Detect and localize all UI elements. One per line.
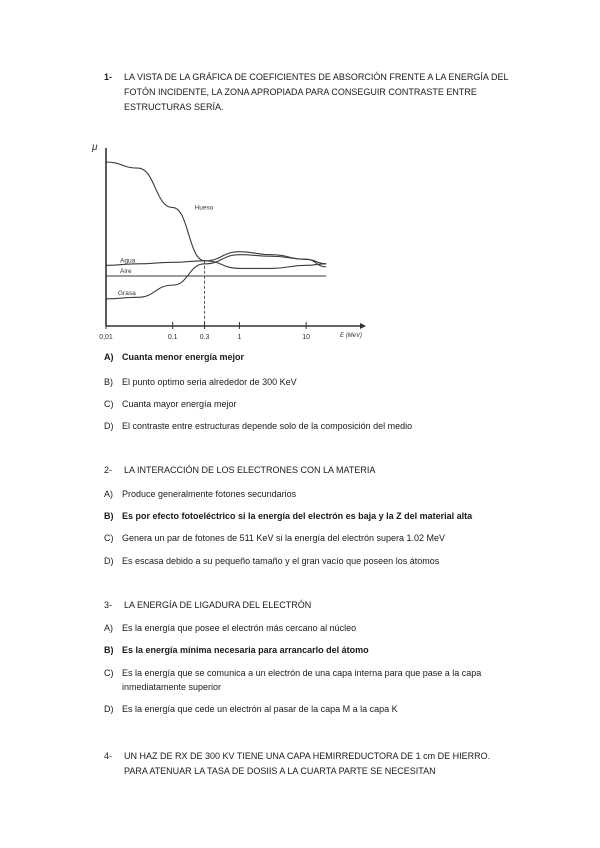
option-text: Cuanta mayor energía mejor (122, 399, 237, 409)
option-letter: A) (104, 623, 113, 633)
option-letter: C) (104, 533, 114, 543)
option-text: El punto optimo seria alrededor de 300 KeV (122, 377, 297, 387)
option-letter: B) (104, 511, 114, 521)
option-text: Es la energía que cede un electrón al pasar de la capa M a la capa K (122, 704, 398, 714)
series-label: Grasa (118, 289, 136, 297)
question-number: 3- (104, 600, 113, 610)
question-text: LA ENERGÍA DE LIGADURA DEL ELECTRÓN (124, 600, 312, 610)
question-number: 2- (104, 465, 113, 475)
option-letter: C) (104, 399, 114, 409)
option-text: Cuanta menor energía mejor (122, 352, 245, 362)
option-letter: A) (104, 352, 114, 362)
absorption-chart (88, 130, 363, 342)
question-text: LA VISTA DE LA GRÁFICA DE COEFICIENTES DE ABSORCIÓN FRENTE A LA ENERGÍA DEL FOTÓN INCIDENTE, LA ZONA APROPIADA PARA CONSEGUIR CONTRASTE ENTRE ESTRUCTURAS SERÍA. (124, 72, 509, 112)
option-text: Es la energía mínima necesaria para arrancarlo del átomo (122, 645, 369, 655)
series-line-hueso (106, 162, 326, 267)
option-text: Es por efecto fotoeléctrico si la energía del electrón es baja y la Z del material alta (122, 511, 473, 521)
x-axis-label: E (MeV) (340, 333, 363, 339)
series-label: Agua (120, 257, 136, 265)
option-letter: D) (104, 556, 114, 566)
y-axis-label: μ (92, 142, 98, 153)
option-letter: B) (104, 377, 113, 387)
option-letter: D) (104, 704, 114, 714)
option-text: Es la energía que se comunica a un electrón de una capa interna para que pase a la capa inmediatamente superior (122, 668, 482, 692)
question-number: 1- (104, 72, 113, 82)
option-letter: B) (104, 645, 114, 655)
x-tick-label: 0.3 (199, 334, 210, 341)
question-number: 4- (104, 751, 113, 761)
series-label: Aire (120, 268, 132, 275)
question-text: LA INTERACCIÓN DE LOS ELECTRONES CON LA MATERIA (124, 465, 376, 475)
option-text: Genera un par de fotones de 511 KeV si la energía del electrón supera 1.02 MeV (122, 533, 446, 543)
series-label: Hueso (194, 204, 214, 212)
series-line-grasa (106, 255, 326, 299)
option-text: Es la energía que posee el electrón más cercano al núcleo (122, 623, 357, 633)
x-tick-label: 10 (302, 334, 311, 341)
option-letter: C) (104, 668, 114, 678)
option-letter: D) (104, 421, 114, 431)
x-tick-label: 0,01 (99, 334, 113, 341)
x-tick-label: 0.1 (167, 334, 178, 341)
x-axis-arrow (360, 323, 366, 329)
x-tick-label: 1 (237, 334, 242, 341)
option-text: El contraste entre estructuras depende solo de la composición del medio (122, 421, 413, 431)
question-text: UN HAZ DE RX DE 300 KV TIENE UNA CAPA HEMIRREDUCTORA DE 1 cm DE HIERRO. PARA ATENUAR LA TASA DE DOSIIS A LA CUARTA PARTE SE NECESITAN (124, 751, 491, 776)
option-text: Produce generalmente fotones secundarios (122, 489, 297, 499)
option-letter: A) (104, 489, 113, 499)
option-text: Es escasa debido a su pequeño tamaño y el gran vacío que poseen los átomos (122, 556, 440, 566)
